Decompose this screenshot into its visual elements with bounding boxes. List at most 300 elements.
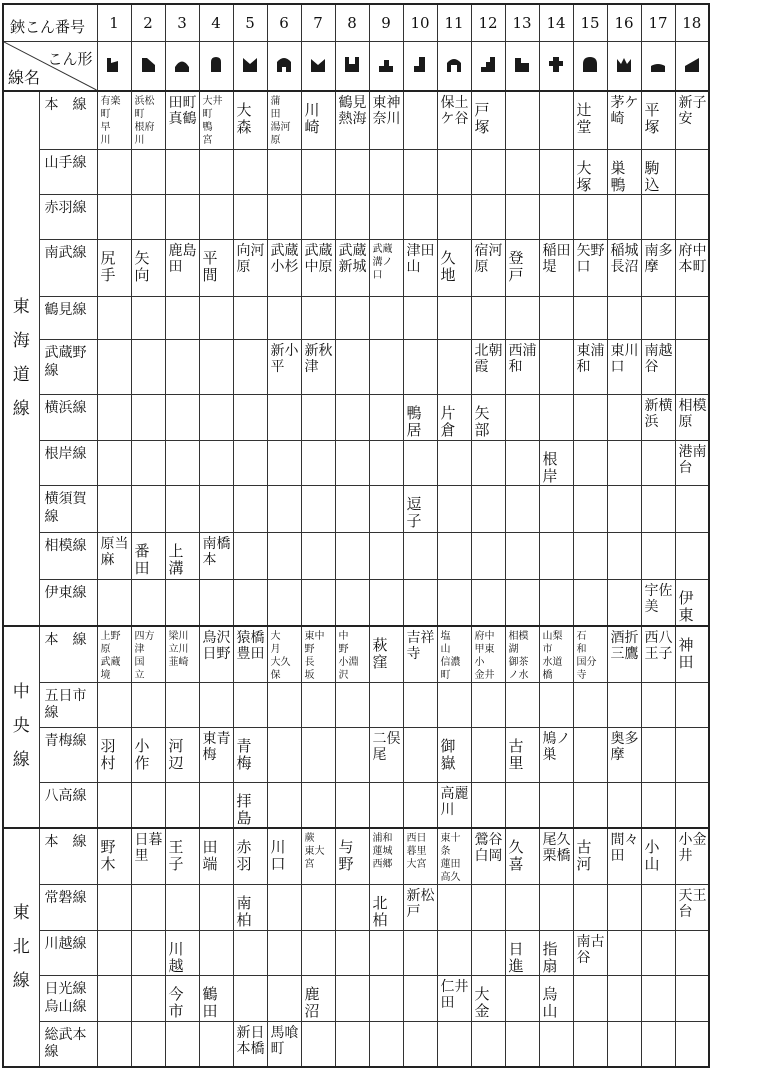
line-name: 横浜線 xyxy=(39,395,97,441)
station-cell xyxy=(165,195,199,240)
station-cell: 鹿島 田 xyxy=(165,240,199,297)
station-cell xyxy=(403,1021,437,1067)
line-name-header: 線名 xyxy=(8,68,41,87)
punch-number-18: 18 xyxy=(675,4,709,42)
punch-shape-cell xyxy=(165,42,199,92)
station-cell xyxy=(437,1021,471,1067)
station-cell: 久地 xyxy=(437,240,471,297)
station-cell xyxy=(301,885,335,931)
station-cell: 伊東 xyxy=(675,580,709,626)
station-cell xyxy=(403,533,437,580)
station-cell: 指扇 xyxy=(539,930,573,976)
station-cell xyxy=(539,533,573,580)
station-cell xyxy=(437,340,471,395)
line-row xyxy=(3,340,709,395)
station-cell xyxy=(573,885,607,931)
station-cell xyxy=(369,340,403,395)
station-cell xyxy=(641,486,675,533)
station-cell xyxy=(403,297,437,340)
station-cell xyxy=(539,486,573,533)
station-cell xyxy=(573,727,607,782)
station-table xyxy=(2,3,710,1068)
punch-number-16: 16 xyxy=(607,4,641,42)
station-cell xyxy=(97,1021,131,1067)
line-name: 五日市 線 xyxy=(39,682,97,727)
station-cell xyxy=(403,976,437,1022)
station-cell: 中 野 小淵沢 xyxy=(335,626,369,683)
punch-castle-shape-icon xyxy=(444,54,464,74)
station-cell xyxy=(607,440,641,486)
station-cell xyxy=(301,486,335,533)
punch-shape-cell xyxy=(437,42,471,92)
station-cell xyxy=(335,885,369,931)
station-cell xyxy=(573,486,607,533)
station-cell: 津田 山 xyxy=(403,240,437,297)
station-cell: 馬喰 町 xyxy=(267,1021,301,1067)
line-name: 伊東線 xyxy=(39,580,97,626)
punch-number-7: 7 xyxy=(301,4,335,42)
station-cell xyxy=(437,682,471,727)
station-cell xyxy=(301,440,335,486)
station-cell xyxy=(505,533,539,580)
line-name: 根岸線 xyxy=(39,440,97,486)
station-cell xyxy=(471,782,505,828)
station-cell xyxy=(437,149,471,195)
station-cell xyxy=(471,149,505,195)
station-cell: 大金 xyxy=(471,976,505,1022)
line-row xyxy=(3,240,709,297)
station-cell: 梁川 立川 韮崎 xyxy=(165,626,199,683)
station-cell xyxy=(97,395,131,441)
station-cell xyxy=(233,440,267,486)
station-cell: 鶴見 熱海 xyxy=(335,91,369,149)
station-cell xyxy=(675,297,709,340)
station-cell: 酒折 三鷹 xyxy=(607,626,641,683)
line-row xyxy=(3,682,709,727)
line-row xyxy=(3,727,709,782)
station-cell: 二俣 尾 xyxy=(369,727,403,782)
station-cell: 四方津 国 立 xyxy=(131,626,165,683)
station-cell xyxy=(539,782,573,828)
station-cell: 塩 山 信濃町 xyxy=(437,626,471,683)
station-cell xyxy=(301,580,335,626)
station-cell xyxy=(301,782,335,828)
station-cell xyxy=(131,440,165,486)
station-cell xyxy=(301,395,335,441)
station-cell xyxy=(505,91,539,149)
station-cell: 相模湖 御茶 ノ水 xyxy=(505,626,539,683)
station-cell xyxy=(369,782,403,828)
station-cell xyxy=(675,976,709,1022)
station-cell xyxy=(335,580,369,626)
station-cell xyxy=(403,682,437,727)
station-cell xyxy=(301,195,335,240)
station-cell: 大 月 大久保 xyxy=(267,626,301,683)
punch-number-1: 1 xyxy=(97,4,131,42)
station-cell: 府中 本町 xyxy=(675,240,709,297)
station-cell xyxy=(505,885,539,931)
punch-slot-shape-icon xyxy=(410,54,430,74)
station-cell xyxy=(97,580,131,626)
line-row xyxy=(3,486,709,533)
line-row xyxy=(3,195,709,240)
punch-shape-cell xyxy=(573,42,607,92)
station-cell: 矢野 口 xyxy=(573,240,607,297)
station-cell xyxy=(131,195,165,240)
station-cell: 青梅 xyxy=(233,727,267,782)
station-cell xyxy=(539,297,573,340)
station-cell xyxy=(641,195,675,240)
station-cell: 吉祥 寺 xyxy=(403,626,437,683)
station-cell: 上野原 武蔵境 xyxy=(97,626,131,683)
station-cell xyxy=(607,533,641,580)
station-cell xyxy=(267,782,301,828)
station-cell: 武蔵 中原 xyxy=(301,240,335,297)
station-cell xyxy=(369,1021,403,1067)
station-cell xyxy=(165,682,199,727)
station-cell: 蕨 東大宮 xyxy=(301,828,335,885)
station-cell xyxy=(539,149,573,195)
station-cell: 番田 xyxy=(131,533,165,580)
station-cell: 浦和 蓮城 西郷 xyxy=(369,828,403,885)
station-cell xyxy=(471,930,505,976)
station-cell xyxy=(131,930,165,976)
station-cell: 保土 ケ谷 xyxy=(437,91,471,149)
station-cell: 浜松町 根府川 xyxy=(131,91,165,149)
station-cell: 久喜 xyxy=(505,828,539,885)
punch-shape-cell xyxy=(641,42,675,92)
station-cell xyxy=(131,580,165,626)
station-cell: 武蔵 新城 xyxy=(335,240,369,297)
station-cell xyxy=(267,395,301,441)
station-cell: 山梨市 水道橋 xyxy=(539,626,573,683)
punch-shape-cell xyxy=(539,42,573,92)
station-cell xyxy=(97,149,131,195)
station-cell xyxy=(369,440,403,486)
station-cell: 尾久 栗橋 xyxy=(539,828,573,885)
station-cell xyxy=(539,1021,573,1067)
punch-shape-cell xyxy=(267,42,301,92)
punch-number-17: 17 xyxy=(641,4,675,42)
punch-number-15: 15 xyxy=(573,4,607,42)
line-name: 山手線 xyxy=(39,149,97,195)
station-cell xyxy=(675,195,709,240)
punch-shape-cell xyxy=(233,42,267,92)
station-cell xyxy=(573,297,607,340)
station-cell xyxy=(199,195,233,240)
station-cell xyxy=(335,976,369,1022)
station-cell: 赤羽 xyxy=(233,828,267,885)
station-cell xyxy=(369,395,403,441)
station-cell: 南多 摩 xyxy=(641,240,675,297)
station-cell: 南越 谷 xyxy=(641,340,675,395)
punch-notch-shape-icon xyxy=(104,54,124,74)
punch-stair-shape-icon xyxy=(478,54,498,74)
station-cell xyxy=(199,782,233,828)
station-cell: 小山 xyxy=(641,828,675,885)
station-cell xyxy=(539,195,573,240)
line-name: 横須賀 線 xyxy=(39,486,97,533)
station-cell: 上溝 xyxy=(165,533,199,580)
station-cell xyxy=(335,1021,369,1067)
station-cell xyxy=(233,486,267,533)
station-cell xyxy=(335,727,369,782)
station-cell xyxy=(641,930,675,976)
line-name: 鶴見線 xyxy=(39,297,97,340)
station-cell xyxy=(675,1021,709,1067)
punch-slope-shape-icon xyxy=(682,54,702,74)
station-cell xyxy=(505,195,539,240)
punch-number-10: 10 xyxy=(403,4,437,42)
punch-number-8: 8 xyxy=(335,4,369,42)
station-cell xyxy=(471,533,505,580)
station-cell: 辻堂 xyxy=(573,91,607,149)
punch-shape-cell xyxy=(301,42,335,92)
station-cell xyxy=(267,297,301,340)
station-cell: 高麗 川 xyxy=(437,782,471,828)
line-row xyxy=(3,395,709,441)
station-cell: 西日暮里 大宮 xyxy=(403,828,437,885)
station-cell: 鶯谷 白岡 xyxy=(471,828,505,885)
station-cell: 羽村 xyxy=(97,727,131,782)
station-cell: 萩窪 xyxy=(369,626,403,683)
station-cell xyxy=(573,976,607,1022)
punch-shape-cell xyxy=(675,42,709,92)
station-cell xyxy=(369,486,403,533)
station-cell xyxy=(131,885,165,931)
station-cell xyxy=(97,930,131,976)
station-cell xyxy=(403,91,437,149)
punch-m-shape-icon xyxy=(240,54,260,74)
punch-shape-header: こん形 xyxy=(47,50,93,68)
station-cell xyxy=(97,486,131,533)
station-cell: 登戸 xyxy=(505,240,539,297)
line-name: 八高線 xyxy=(39,782,97,828)
line-name: 総武本 線 xyxy=(39,1021,97,1067)
station-cell xyxy=(199,440,233,486)
station-cell: 矢向 xyxy=(131,240,165,297)
station-cell xyxy=(369,149,403,195)
line-name: 南武線 xyxy=(39,240,97,297)
station-cell xyxy=(131,297,165,340)
station-cell xyxy=(607,782,641,828)
station-cell xyxy=(505,682,539,727)
station-cell xyxy=(165,1021,199,1067)
station-cell: 平塚 xyxy=(641,91,675,149)
station-cell xyxy=(675,930,709,976)
station-cell xyxy=(573,395,607,441)
station-cell xyxy=(335,782,369,828)
station-cell xyxy=(267,930,301,976)
station-cell: 鹿沼 xyxy=(301,976,335,1022)
line-name: 常磐線 xyxy=(39,885,97,931)
station-cell xyxy=(199,580,233,626)
station-cell xyxy=(199,1021,233,1067)
station-cell xyxy=(403,195,437,240)
station-cell xyxy=(641,1021,675,1067)
station-cell xyxy=(165,395,199,441)
station-cell: 日進 xyxy=(505,930,539,976)
station-cell xyxy=(369,297,403,340)
line-row xyxy=(3,533,709,580)
line-row xyxy=(3,149,709,195)
punch-number-12: 12 xyxy=(471,4,505,42)
station-cell xyxy=(471,1021,505,1067)
station-cell: 鳩ノ 巣 xyxy=(539,727,573,782)
station-cell: 駒込 xyxy=(641,149,675,195)
station-cell xyxy=(437,486,471,533)
station-cell: 与野 xyxy=(335,828,369,885)
station-cell xyxy=(641,727,675,782)
line-group-name: 東 北 線 xyxy=(3,828,39,1067)
station-cell: 鳥沢 日野 xyxy=(199,626,233,683)
station-cell xyxy=(607,976,641,1022)
line-row xyxy=(3,930,709,976)
station-cell: 鶴田 xyxy=(199,976,233,1022)
station-cell xyxy=(607,195,641,240)
station-cell xyxy=(165,885,199,931)
station-cell xyxy=(267,682,301,727)
line-name: 相模線 xyxy=(39,533,97,580)
station-cell xyxy=(97,440,131,486)
station-cell: 尻手 xyxy=(97,240,131,297)
line-name: 本 線 xyxy=(39,828,97,885)
station-cell xyxy=(233,195,267,240)
station-cell xyxy=(675,486,709,533)
station-cell xyxy=(199,297,233,340)
station-cell xyxy=(641,440,675,486)
station-cell: 田端 xyxy=(199,828,233,885)
station-cell xyxy=(607,297,641,340)
station-cell: 東青 梅 xyxy=(199,727,233,782)
station-cell xyxy=(437,580,471,626)
line-row xyxy=(3,297,709,340)
station-cell: 稲田 堤 xyxy=(539,240,573,297)
punch-cross-shape-icon xyxy=(546,54,566,74)
punch-shape-cell xyxy=(607,42,641,92)
station-cell xyxy=(199,885,233,931)
station-cell xyxy=(233,930,267,976)
punch-round-shape-icon xyxy=(580,54,600,74)
station-cell: 稲城 長沼 xyxy=(607,240,641,297)
station-cell xyxy=(97,195,131,240)
station-cell xyxy=(403,440,437,486)
station-cell: 北柏 xyxy=(369,885,403,931)
station-cell: 相模 原 xyxy=(675,395,709,441)
station-cell xyxy=(369,580,403,626)
station-cell xyxy=(573,580,607,626)
station-cell xyxy=(641,782,675,828)
station-cell xyxy=(369,976,403,1022)
line-row xyxy=(3,1021,709,1067)
station-cell: 東神 奈川 xyxy=(369,91,403,149)
station-cell xyxy=(165,486,199,533)
station-cell xyxy=(267,976,301,1022)
station-cell xyxy=(165,782,199,828)
station-cell: 御嶽 xyxy=(437,727,471,782)
line-name: 青梅線 xyxy=(39,727,97,782)
station-cell: 巣鴨 xyxy=(607,149,641,195)
station-cell: 猿橋 豊田 xyxy=(233,626,267,683)
station-cell xyxy=(233,682,267,727)
station-cell: 新子 安 xyxy=(675,91,709,149)
station-cell: 片倉 xyxy=(437,395,471,441)
station-cell xyxy=(471,440,505,486)
station-cell xyxy=(369,930,403,976)
station-cell xyxy=(641,976,675,1022)
station-cell xyxy=(233,340,267,395)
station-cell: 矢部 xyxy=(471,395,505,441)
station-cell: 宇佐 美 xyxy=(641,580,675,626)
station-cell xyxy=(335,195,369,240)
station-cell: 府中 甲東小 金井 xyxy=(471,626,505,683)
station-cell xyxy=(97,885,131,931)
station-cell: 王子 xyxy=(165,828,199,885)
station-cell xyxy=(131,340,165,395)
station-cell xyxy=(539,682,573,727)
station-cell: 逗子 xyxy=(403,486,437,533)
station-cell: 向河 原 xyxy=(233,240,267,297)
punch-block-shape-icon xyxy=(512,54,532,74)
station-cell xyxy=(199,149,233,195)
station-cell xyxy=(471,727,505,782)
station-cell xyxy=(505,149,539,195)
punch-arch-shape-icon xyxy=(206,54,226,74)
station-cell xyxy=(539,580,573,626)
station-cell xyxy=(607,486,641,533)
station-cell xyxy=(403,580,437,626)
station-cell: 神田 xyxy=(675,626,709,683)
station-cell xyxy=(165,297,199,340)
station-cell xyxy=(97,782,131,828)
station-cell xyxy=(471,682,505,727)
station-cell xyxy=(437,440,471,486)
station-cell xyxy=(369,533,403,580)
station-cell: 原当 麻 xyxy=(97,533,131,580)
station-cell xyxy=(335,486,369,533)
station-cell xyxy=(573,533,607,580)
line-group-name: 東 海 道 線 xyxy=(3,91,39,626)
station-cell xyxy=(437,195,471,240)
punch-number-5: 5 xyxy=(233,4,267,42)
station-cell xyxy=(675,682,709,727)
station-cell xyxy=(165,340,199,395)
station-cell xyxy=(573,782,607,828)
line-name-corner xyxy=(3,42,97,92)
station-cell xyxy=(131,1021,165,1067)
station-cell xyxy=(505,580,539,626)
station-cell: 武蔵 小杉 xyxy=(267,240,301,297)
station-cell xyxy=(335,533,369,580)
line-name: 日光線 烏山線 xyxy=(39,976,97,1022)
station-cell: 南柏 xyxy=(233,885,267,931)
station-cell xyxy=(607,580,641,626)
punch-shape-cell xyxy=(335,42,369,92)
station-cell: 烏山 xyxy=(539,976,573,1022)
station-cell xyxy=(165,580,199,626)
station-cell xyxy=(641,297,675,340)
station-cell xyxy=(301,727,335,782)
station-cell: 蒲 田 湯河原 xyxy=(267,91,301,149)
station-cell: 東中野 長 坂 xyxy=(301,626,335,683)
station-cell: 小作 xyxy=(131,727,165,782)
station-cell xyxy=(267,533,301,580)
punch-number-11: 11 xyxy=(437,4,471,42)
station-cell xyxy=(471,486,505,533)
station-cell xyxy=(607,885,641,931)
station-cell: 大塚 xyxy=(573,149,607,195)
station-cell: 宿河 原 xyxy=(471,240,505,297)
